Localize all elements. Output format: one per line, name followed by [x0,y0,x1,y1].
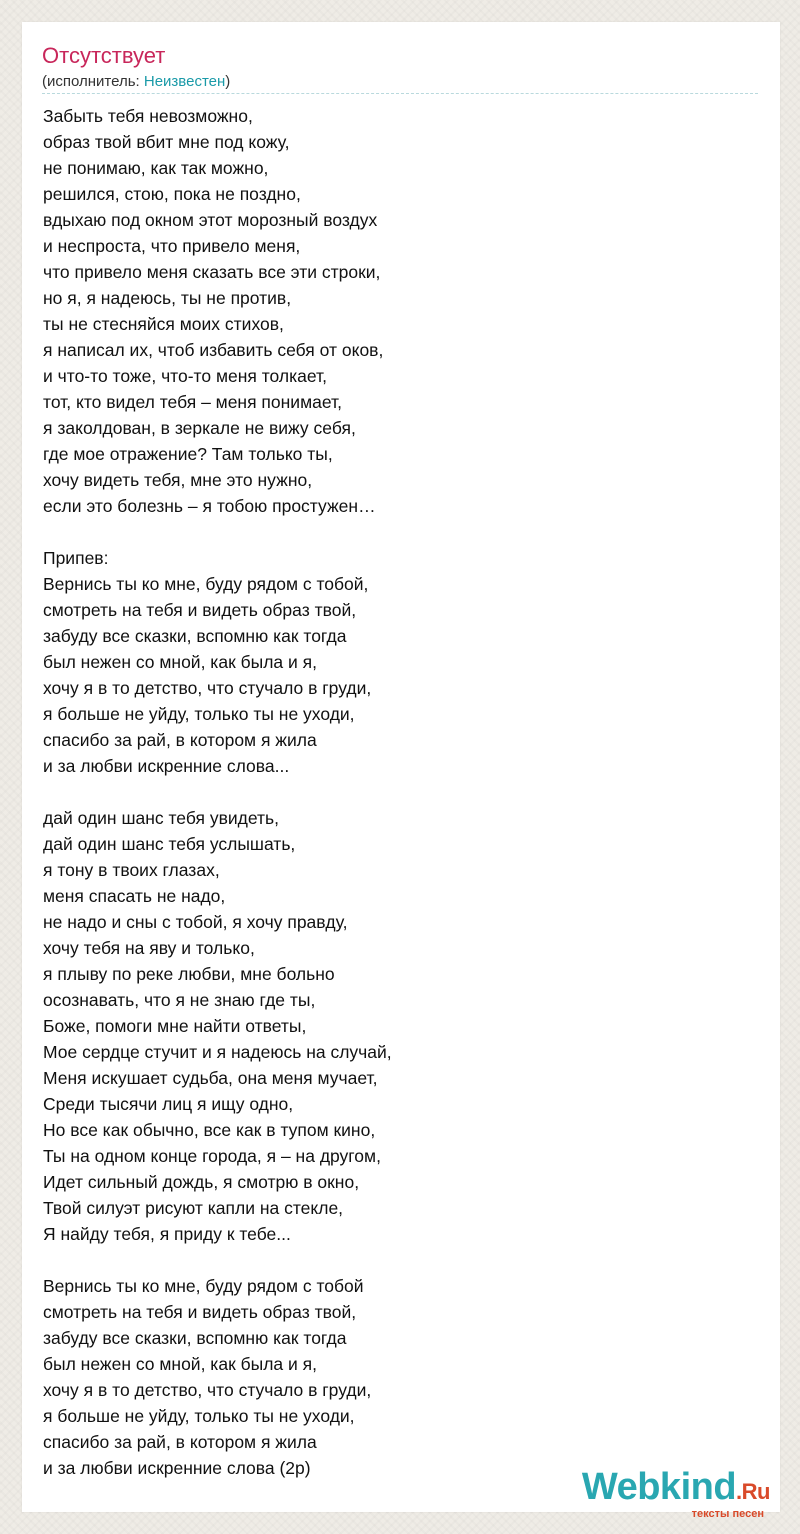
lyrics-line: Вернись ты ко мне, буду рядом с тобой [43,1276,364,1296]
lyrics-line: дай один шанс тебя услышать, [43,834,296,854]
lyrics-text [43,103,743,1507]
lyrics-line: смотреть на тебя и видеть образ твой, [43,600,357,620]
lyrics-line: Забыть тебя невозможно, [43,106,253,126]
artist-line [42,72,230,92]
lyrics-line: что привело меня сказать все эти строки, [43,262,381,282]
lyrics-line: Я найду тебя, я приду к тебе... [43,1224,291,1244]
lyrics-line: ты не стесняйся моих стихов, [43,314,284,334]
lyrics-line: осознавать, что я не знаю где ты, [43,990,316,1010]
lyrics-line: хочу видеть тебя, мне это нужно, [43,470,313,490]
lyrics-line: хочу тебя на яву и только, [43,938,255,958]
lyrics-line: если это болезнь – я тобою простужен… [43,496,376,516]
lyrics-line: Меня искушает судьба, она меня мучает, [43,1068,378,1088]
artist-prefix: (исполнитель: [42,73,144,90]
lyrics-line: Припев: [43,548,109,568]
lyrics-line: забуду все сказки, вспомню как тогда [43,1328,347,1348]
lyrics-line: Твой силуэт рисуют капли на стекле, [43,1198,344,1218]
lyrics-line: Боже, помоги мне найти ответы, [43,1016,307,1036]
logo-tagline: тексты песен [691,1508,764,1520]
logo-wordmark [582,1467,770,1512]
lyrics-line: дай один шанс тебя увидеть, [43,808,280,828]
title-divider [42,93,758,94]
artist-suffix: ) [225,73,231,90]
lyrics-line: не понимаю, как так можно, [43,158,269,178]
lyrics-line: спасибо за рай, в котором я жила [43,730,317,750]
artist-link[interactable]: Неизвестен [143,73,226,90]
lyrics-line: я больше не уйду, только ты не уходи, [43,704,355,724]
lyrics-stanza [43,1273,743,1481]
lyrics-line: и за любви искренние слова... [43,756,290,776]
lyrics-line: я больше не уйду, только ты не уходи, [43,1406,355,1426]
webkind-logo[interactable] [581,1466,770,1520]
lyrics-line: меня спасать не надо, [43,886,226,906]
lyrics-line: решился, стою, пока не поздно, [43,184,301,204]
lyrics-line: Вернись ты ко мне, буду рядом с тобой, [43,574,369,594]
lyrics-line: тот, кто видел тебя – меня понимает, [43,392,342,412]
lyrics-line: и за любви искренние слова (2р) [43,1458,311,1478]
lyrics-line: забуду все сказки, вспомню как тогда [43,626,347,646]
lyrics-line: был нежен со мной, как была и я, [43,1354,317,1374]
lyrics-line: вдыхаю под окном этот морозный воздух [43,210,378,230]
lyrics-line: был нежен со мной, как была и я, [43,652,317,672]
lyrics-line: спасибо за рай, в котором я жила [43,1432,317,1452]
lyrics-line: хочу я в то детство, что стучало в груди, [43,1380,372,1400]
song-title: Отсутствует [42,43,166,68]
lyrics-stanza [43,103,743,519]
lyrics-line: я написал их, чтоб избавить себя от оков, [43,340,384,360]
lyrics-line: Идет сильный дождь, я смотрю в окно, [43,1172,360,1192]
lyrics-stanza [43,545,743,779]
lyrics-line: не надо и сны с тобой, я хочу правду, [43,912,348,932]
logo-main-text: Webkind [581,1466,737,1508]
lyrics-line: смотреть на тебя и видеть образ твой, [43,1302,357,1322]
lyrics-line: но я, я надеюсь, ты не против, [43,288,292,308]
lyrics-line: Но все как обычно, все как в тупом кино, [43,1120,376,1140]
lyrics-stanza [43,805,743,1247]
lyrics-line: я заколдован, в зеркале не вижу себя, [43,418,356,438]
lyrics-line: я тону в твоих глазах, [43,860,220,880]
logo-domain-suffix: .Ru [736,1479,770,1504]
lyrics-line: где мое отражение? Там только ты, [43,444,333,464]
lyrics-line: Ты на одном конце города, я – на другом, [43,1146,381,1166]
lyrics-line: Мое сердце стучит и я надеюсь на случай, [43,1042,392,1062]
lyrics-line: образ твой вбит мне под кожу, [43,132,290,152]
lyrics-line: и неспроста, что привело меня, [43,236,301,256]
lyrics-line: я плыву по реке любви, мне больно [43,964,335,984]
lyrics-line: хочу я в то детство, что стучало в груди, [43,678,372,698]
lyrics-line: и что-то тоже, что-то меня толкает, [43,366,327,386]
lyrics-line: Среди тысячи лиц я ищу одно, [43,1094,294,1114]
